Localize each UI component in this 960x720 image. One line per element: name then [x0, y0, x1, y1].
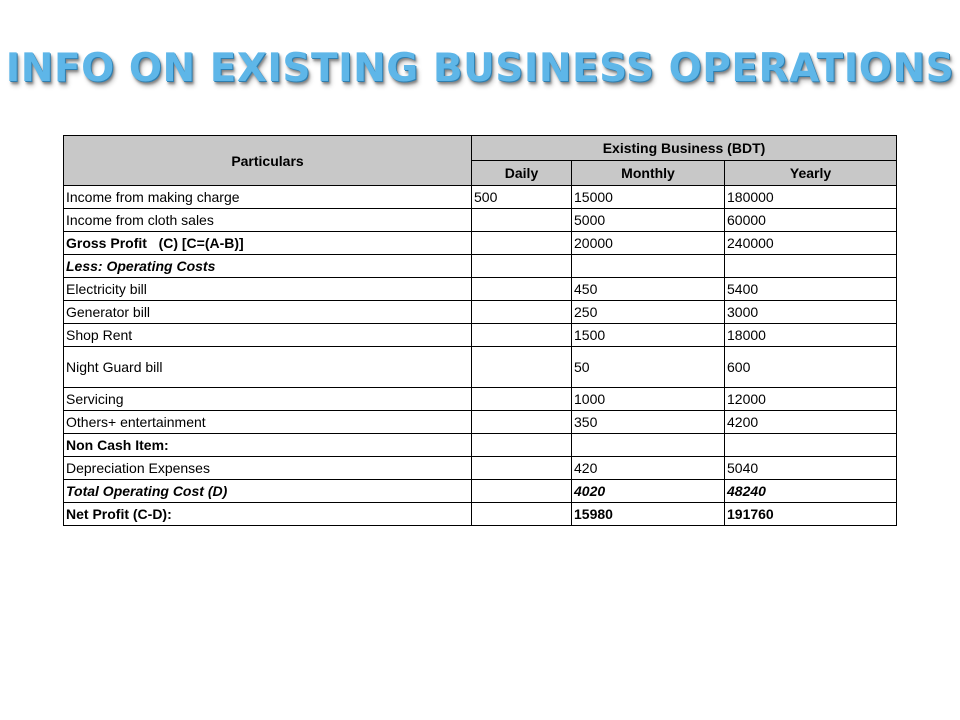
table-row	[64, 347, 897, 388]
yearly-cell: 600	[725, 347, 897, 388]
yearly-cell: 240000	[725, 232, 897, 255]
monthly-cell: 450	[572, 278, 725, 301]
daily-cell	[472, 411, 572, 434]
yearly-cell: 60000	[725, 209, 897, 232]
table-row	[64, 301, 897, 324]
daily-cell	[472, 209, 572, 232]
table-row	[64, 457, 897, 480]
table-row	[64, 411, 897, 434]
daily-cell	[472, 324, 572, 347]
row-label: Income from making charge	[64, 186, 472, 209]
table-row	[64, 209, 897, 232]
monthly-cell: 250	[572, 301, 725, 324]
yearly-cell	[725, 255, 897, 278]
monthly-cell: 50	[572, 347, 725, 388]
row-label: Night Guard bill	[64, 347, 472, 388]
table-row	[64, 255, 897, 278]
row-label: Generator bill	[64, 301, 472, 324]
table-row	[64, 232, 897, 255]
row-label: Less: Operating Costs	[64, 255, 472, 278]
daily-cell	[472, 388, 572, 411]
table-row	[64, 434, 897, 457]
daily-cell	[472, 480, 572, 503]
daily-cell	[472, 503, 572, 526]
row-label: Servicing	[64, 388, 472, 411]
monthly-cell: 20000	[572, 232, 725, 255]
table-row	[64, 278, 897, 301]
yearly-cell: 180000	[725, 186, 897, 209]
row-label: Non Cash Item:	[64, 434, 472, 457]
yearly-cell: 18000	[725, 324, 897, 347]
daily-header: Daily	[472, 161, 572, 186]
yearly-cell: 48240	[725, 480, 897, 503]
slide-title: INFO ON EXISTING BUSINESS OPERATIONS	[5, 46, 955, 91]
row-label: Shop Rent	[64, 324, 472, 347]
monthly-cell: 5000	[572, 209, 725, 232]
yearly-cell: 5400	[725, 278, 897, 301]
table-row	[64, 186, 897, 209]
monthly-cell: 1000	[572, 388, 725, 411]
yearly-cell: 3000	[725, 301, 897, 324]
monthly-cell	[572, 255, 725, 278]
daily-cell	[472, 347, 572, 388]
row-label: Electricity bill	[64, 278, 472, 301]
daily-cell	[472, 232, 572, 255]
daily-cell	[472, 278, 572, 301]
daily-cell	[472, 255, 572, 278]
monthly-cell: 1500	[572, 324, 725, 347]
row-label: Depreciation Expenses	[64, 457, 472, 480]
monthly-cell	[572, 434, 725, 457]
monthly-cell: 4020	[572, 480, 725, 503]
row-label: Net Profit (C-D):	[64, 503, 472, 526]
monthly-header: Monthly	[572, 161, 725, 186]
table-row	[64, 503, 897, 526]
business-operations-table	[63, 135, 897, 526]
existing-business-header: Existing Business (BDT)	[472, 136, 897, 161]
monthly-cell: 350	[572, 411, 725, 434]
yearly-header: Yearly	[725, 161, 897, 186]
yearly-cell: 5040	[725, 457, 897, 480]
daily-cell	[472, 457, 572, 480]
row-label: Others+ entertainment	[64, 411, 472, 434]
daily-cell	[472, 434, 572, 457]
row-label: Total Operating Cost (D)	[64, 480, 472, 503]
yearly-cell: 4200	[725, 411, 897, 434]
yearly-cell: 12000	[725, 388, 897, 411]
monthly-cell: 15980	[572, 503, 725, 526]
header-row-top	[64, 136, 897, 161]
daily-cell	[472, 301, 572, 324]
monthly-cell: 15000	[572, 186, 725, 209]
particulars-header: Particulars	[64, 136, 472, 186]
row-label: Gross Profit (C) [C=(A-B)]	[64, 232, 472, 255]
yearly-cell: 191760	[725, 503, 897, 526]
daily-cell: 500	[472, 186, 572, 209]
table-row	[64, 480, 897, 503]
monthly-cell: 420	[572, 457, 725, 480]
yearly-cell	[725, 434, 897, 457]
row-label: Income from cloth sales	[64, 209, 472, 232]
table-row	[64, 388, 897, 411]
table-row	[64, 324, 897, 347]
